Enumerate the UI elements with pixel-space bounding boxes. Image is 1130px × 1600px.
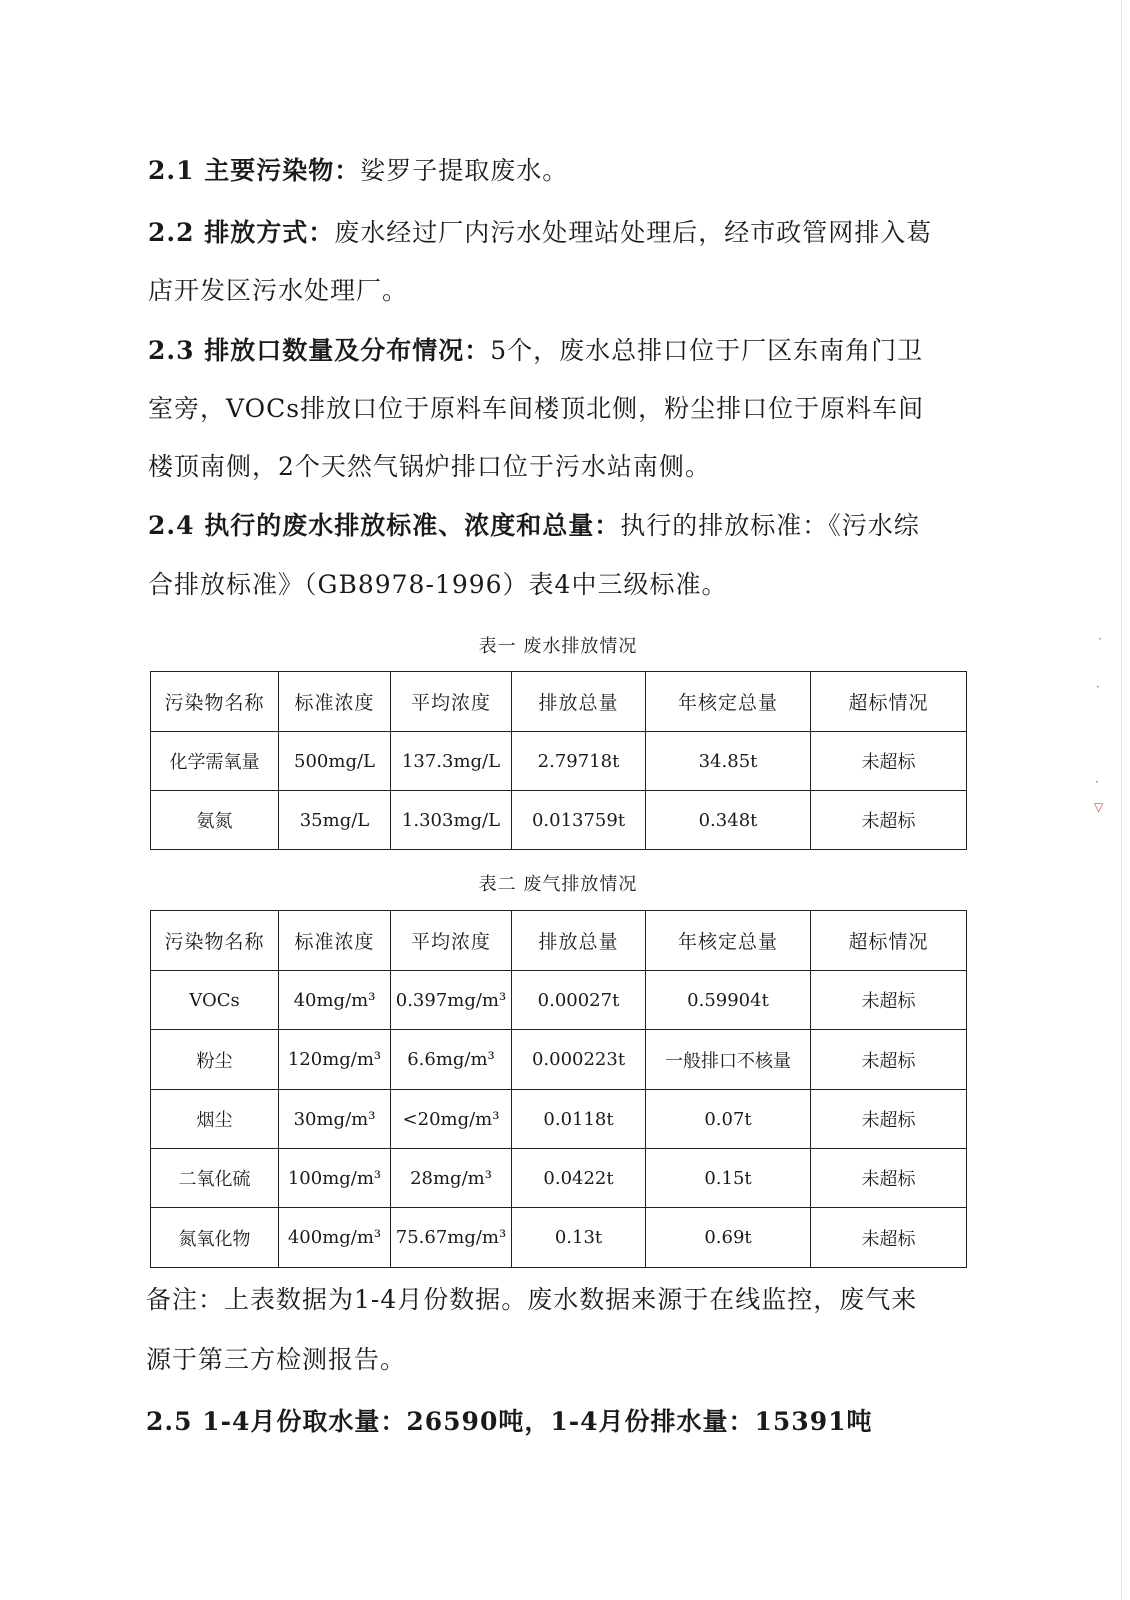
section-2-3-line2: 室旁，VOCs排放口位于原料车间楼顶北侧，粉尘排口位于原料车间 xyxy=(148,394,925,423)
table-cell: 0.397mg/m³ xyxy=(391,971,512,1030)
table-cell: 未超标 xyxy=(811,1208,967,1268)
table-cell: 氨氮 xyxy=(151,791,279,850)
table-cell: 0.59904t xyxy=(646,971,811,1030)
section-2-4-label: 2.4 执行的废水排放标准、浓度和总量： xyxy=(148,511,621,540)
section-2-4-line2: 合排放标准》（GB8978-1996）表4中三级标准。 xyxy=(148,570,728,599)
table-row xyxy=(151,1149,967,1208)
table-header-cell: 排放总量 xyxy=(512,911,646,971)
section-2-5: 2.5 1-4月份取水量：26590吨，1-4月份排水量：15391吨 xyxy=(146,1407,873,1436)
section-2-1-label: 2.1 主要污染物： xyxy=(148,156,361,185)
section-2-2-text: 废水经过厂内污水处理站处理后，经市政管网排入葛 xyxy=(334,218,933,247)
table2-caption: 表二 废气排放情况 xyxy=(478,874,638,895)
table-header-cell: 年核定总量 xyxy=(646,672,811,732)
table-cell: 30mg/m³ xyxy=(279,1090,391,1149)
table-cell: 一般排口不核量 xyxy=(646,1030,811,1090)
table-cell: 未超标 xyxy=(811,1090,967,1149)
table-cell: 400mg/m³ xyxy=(279,1208,391,1268)
table-cell: 未超标 xyxy=(811,971,967,1030)
table-cell: 0.348t xyxy=(646,791,811,850)
table-header-row xyxy=(151,911,967,971)
table-cell: 0.00027t xyxy=(512,971,646,1030)
table-cell: 0.0118t xyxy=(512,1090,646,1149)
table-cell: 0.13t xyxy=(512,1208,646,1268)
table-header-cell: 年核定总量 xyxy=(646,911,811,971)
table-cell: 500mg/L xyxy=(279,732,391,791)
section-2-1-text: 娑罗子提取废水。 xyxy=(360,156,569,185)
section-2-2 xyxy=(148,204,948,262)
table-cell: <20mg/m³ xyxy=(391,1090,512,1149)
table-cell: 0.013759t xyxy=(512,791,646,850)
section-2-2-label: 2.2 排放方式： xyxy=(148,218,335,247)
wastewater-table xyxy=(150,671,967,850)
table-cell: 35mg/L xyxy=(279,791,391,850)
table-header-cell: 污染物名称 xyxy=(151,911,279,971)
table-cell: 0.15t xyxy=(646,1149,811,1208)
table1-caption: 表一 废水排放情况 xyxy=(478,636,638,657)
table-cell: 0.69t xyxy=(646,1208,811,1268)
table-cell: 40mg/m³ xyxy=(279,971,391,1030)
table-cell: 100mg/m³ xyxy=(279,1149,391,1208)
table-cell: 二氧化硫 xyxy=(151,1149,279,1208)
table-cell: 化学需氧量 xyxy=(151,732,279,791)
table-cell: 120mg/m³ xyxy=(279,1030,391,1090)
table-row xyxy=(151,1030,967,1090)
table-row xyxy=(151,791,967,850)
scan-mark: · xyxy=(1096,680,1100,694)
table-cell: 28mg/m³ xyxy=(391,1149,512,1208)
scan-mark: · xyxy=(1095,775,1099,789)
table-header-cell: 超标情况 xyxy=(811,911,967,971)
table-cell: 未超标 xyxy=(811,732,967,791)
table-row xyxy=(151,971,967,1030)
section-2-3-label: 2.3 排放口数量及分布情况： xyxy=(148,336,491,365)
section-2-3 xyxy=(148,322,948,380)
note-line2: 源于第三方检测报告。 xyxy=(146,1345,407,1374)
section-2-2-line2: 店开发区污水处理厂。 xyxy=(148,276,409,305)
exhaust-gas-table xyxy=(150,910,967,1268)
table-cell: 氮氧化物 xyxy=(151,1208,279,1268)
table-cell: 75.67mg/m³ xyxy=(391,1208,512,1268)
table-cell: 未超标 xyxy=(811,791,967,850)
table-cell: 烟尘 xyxy=(151,1090,279,1149)
table-header-cell: 标准浓度 xyxy=(279,911,391,971)
table-cell: 未超标 xyxy=(811,1030,967,1090)
table-cell: 0.000223t xyxy=(512,1030,646,1090)
section-2-1 xyxy=(148,142,948,200)
table-cell: 粉尘 xyxy=(151,1030,279,1090)
table-row xyxy=(151,1090,967,1149)
table-header-cell: 污染物名称 xyxy=(151,672,279,732)
table-header-row xyxy=(151,672,967,732)
table-cell: 未超标 xyxy=(811,1149,967,1208)
table-header-cell: 平均浓度 xyxy=(391,672,512,732)
scan-edge-line xyxy=(1121,0,1122,1600)
section-2-4 xyxy=(148,497,948,555)
table-cell: 0.0422t xyxy=(512,1149,646,1208)
table-cell: 34.85t xyxy=(646,732,811,791)
table-cell: 6.6mg/m³ xyxy=(391,1030,512,1090)
table-cell: VOCs xyxy=(151,971,279,1030)
scan-mark: · xyxy=(1098,632,1102,646)
scan-mark: ▽ xyxy=(1094,800,1104,814)
section-2-4-text: 执行的排放标准：《污水综 xyxy=(620,511,920,540)
table-row xyxy=(151,732,967,791)
table-header-cell: 标准浓度 xyxy=(279,672,391,732)
table-cell: 0.07t xyxy=(646,1090,811,1149)
section-2-3-line3: 楼顶南侧，2个天然气锅炉排口位于污水站南侧。 xyxy=(148,452,711,481)
section-2-3-text: 5个，废水总排口位于厂区东南角门卫 xyxy=(490,336,924,365)
table-cell: 137.3mg/L xyxy=(391,732,512,791)
table-header-cell: 排放总量 xyxy=(512,672,646,732)
note-line1: 备注：上表数据为1-4月份数据。废水数据来源于在线监控，废气来 xyxy=(146,1285,918,1314)
table-header-cell: 平均浓度 xyxy=(391,911,512,971)
table-cell: 2.79718t xyxy=(512,732,646,791)
table-cell: 1.303mg/L xyxy=(391,791,512,850)
table-header-cell: 超标情况 xyxy=(811,672,967,732)
table-row xyxy=(151,1208,967,1268)
